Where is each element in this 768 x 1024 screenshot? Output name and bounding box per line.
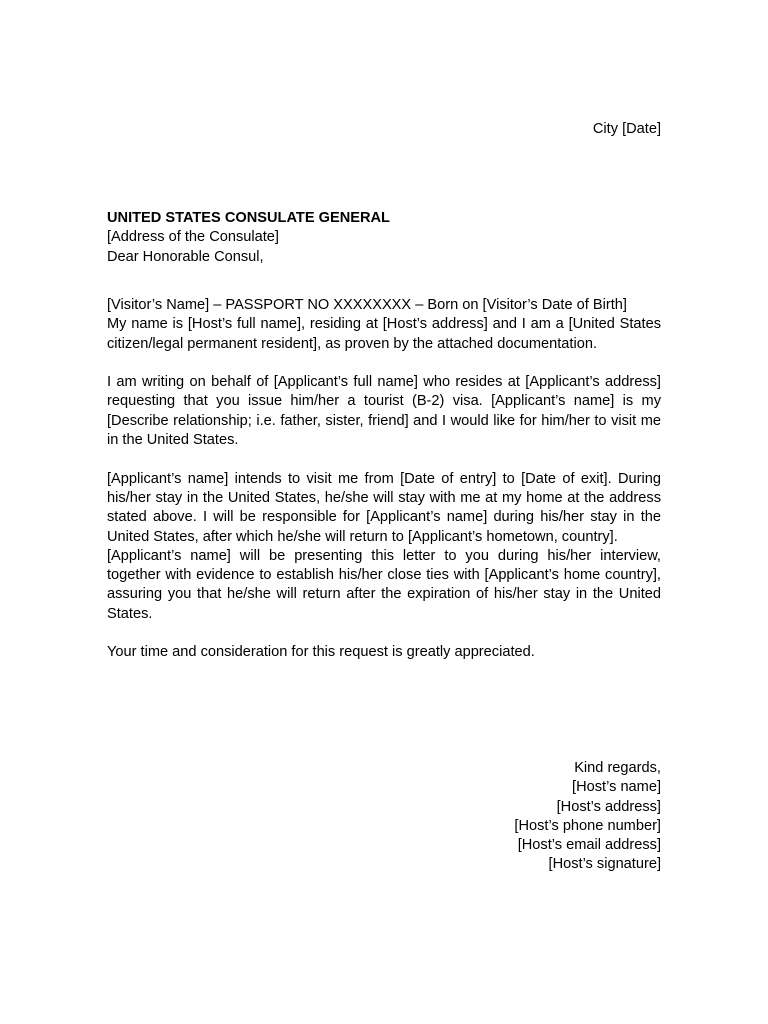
addressee-block (107, 209, 661, 267)
consulate-address: [Address of the Consulate] (107, 229, 279, 246)
signature-block (514, 759, 661, 875)
host-email: [Host’s email address] (517, 837, 661, 854)
letter-body (107, 296, 661, 663)
host-address: [Host’s address] (556, 798, 661, 815)
city-date: City [Date] (592, 121, 661, 137)
closing: Kind regards, (574, 760, 661, 776)
salutation: Dear Honorable Consul, (107, 248, 264, 265)
paragraph-thanks: Your time and consideration for this request is greatly appreciated. (107, 644, 535, 661)
host-phone: [Host’s phone number] (514, 817, 661, 834)
paragraph-host-intro: My name is [Host’s full name], residing at [Host’s address] and I am a [United States citizen/legal permanent resident], as proven by the attached documentation. (107, 316, 661, 352)
paragraph-applicant-request: I am writing on behalf of [Applicant’s full name] who resides at [Applicant’s address] requesting that you issue him/her a tourist (B-2) visa. [Applicant’s name] is my [Describe relationship; i.e. father, sister, friend] and I would like for him/her to visit me in the United States. (107, 374, 661, 449)
reference-line: [Visitor’s Name] – PASSPORT NO XXXXXXXX – Born on [Visitor’s Date of Birth] (107, 297, 627, 313)
paragraph-interview: [Applicant’s name] will be presenting this letter to you during his/her interview, together with evidence to establish his/her close ties with [Applicant’s home country], assuring you that he/she will return after the expiration of his/her stay in the United States. (107, 547, 661, 622)
consulate-name: UNITED STATES CONSULATE GENERAL (107, 210, 390, 226)
paragraph-visit-details: [Applicant’s name] intends to visit me from [Date of entry] to [Date of exit]. During his/her stay in the United States, he/she will stay with me at my home at the address stated above. I will be responsible for [Applicant’s name] during his/her stay in the United States, after which he/she will return to [Applicant’s hometown, country]. (107, 470, 661, 545)
host-signature: [Host’s signature] (548, 856, 661, 873)
host-name: [Host’s name] (572, 779, 661, 796)
